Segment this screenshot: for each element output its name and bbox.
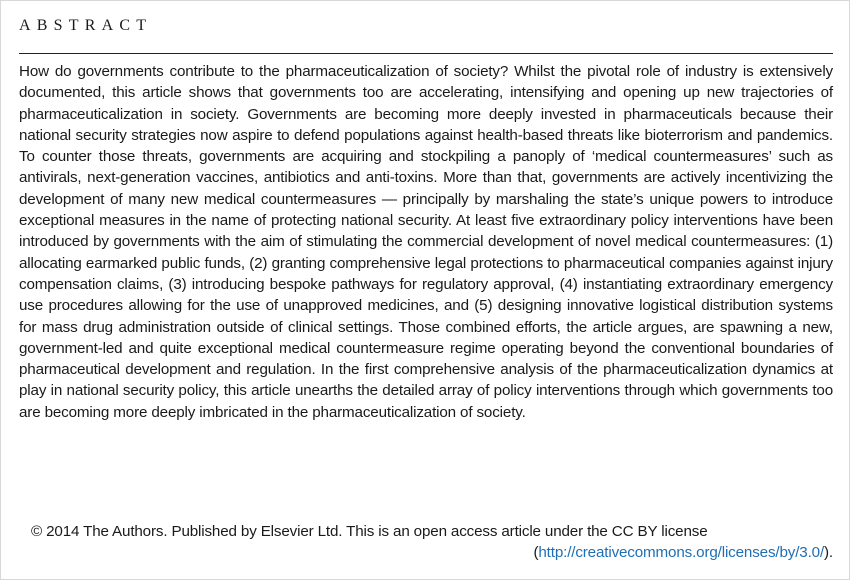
license-link[interactable]: http://creativecommons.org/licenses/by/3.0/ [538, 544, 825, 562]
copyright-text: © 2014 The Authors. Published by Elsevier Ltd. This is an open access article under the CC BY license [31, 523, 708, 540]
abstract-section [19, 1, 833, 581]
heading-divider [19, 53, 833, 54]
copyright-notice [31, 521, 833, 564]
license-close-paren: ). [824, 544, 833, 562]
abstract-body: How do governments contribute to the pharmaceuticalization of society? Whilst the pivotal role of industry is extensively documented, this article shows that governments too are accelerating, intensifying and opening up new trajectories of pharmaceuticalization in society. Governments are becoming more deeply invested in pharmaceuticals because their national security strategies now aspire to defend populations against health-based threats like bioterrorism and pandemics. To counter those threats, governments are acquiring and stockpiling a panoply of ‘medical countermeasures’ such as antivirals, next-generation vaccines, antibiotics and anti-toxins. More than that, governments are actively incentivizing the development of many new medical countermeasures — principally by marshaling the state’s unique powers to introduce exceptional measures in the name of protecting national security. At least five extraordinary policy interventions have been introduced by governments with the aim of stimulating the commercial development of novel medical countermeasures: (1) allocating earmarked public funds, (2) granting comprehensive legal protections to pharmaceutical companies against injury compensation claims, (3) introducing bespoke pathways for regulatory approval, (4) instantiating extraordinary emergency use procedures allowing for the use of unapproved medicines, and (5) designing innovative logistical distribution systems for mass drug administration outside of clinical settings. Those combined efforts, the article argues, are spawning a new, government-led and quite exceptional medical countermeasure regime operating beyond the conventional boundaries of pharmaceutical development and regulation. In the first comprehensive analysis of the pharmaceuticalization dynamics at play in national security policy, this article unearths the detailed array of policy interventions through which governments too are becoming more deeply imbricated in the pharmaceuticalization of society. [19, 63, 833, 421]
license-open-paren: ( [533, 544, 539, 562]
license-line [31, 542, 833, 563]
abstract-heading: ABSTRACT [19, 17, 153, 34]
